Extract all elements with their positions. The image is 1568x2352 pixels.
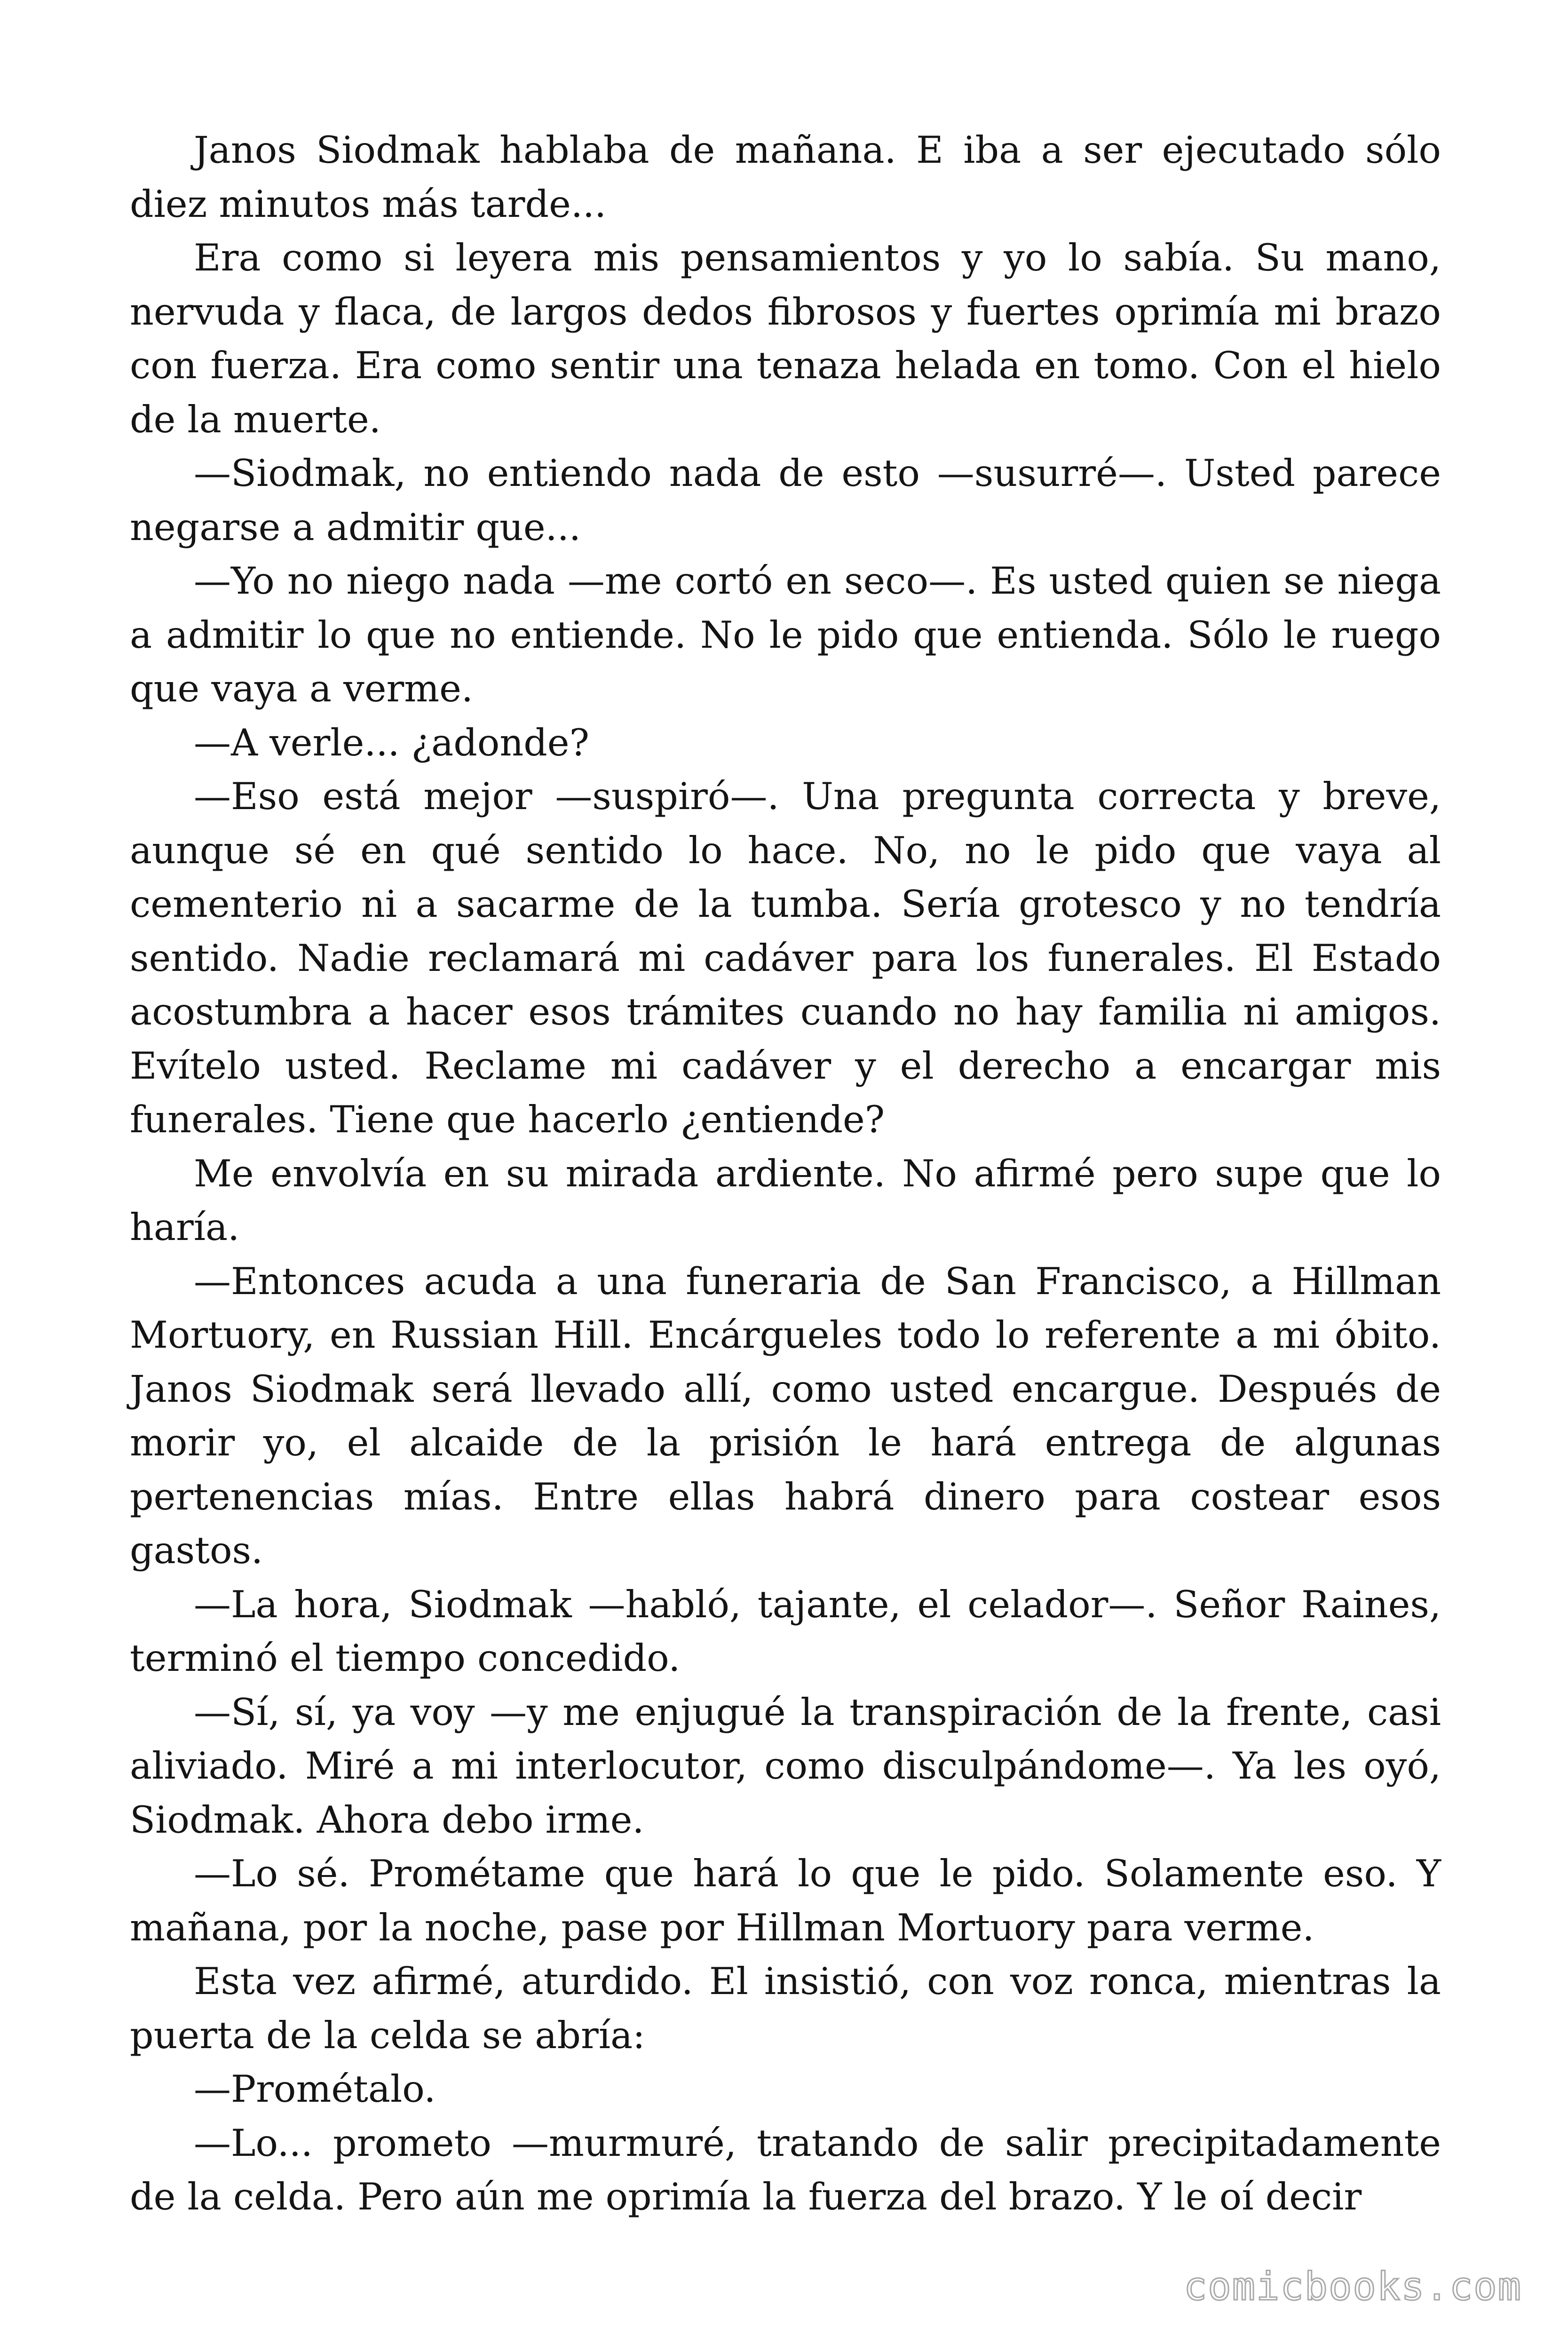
paragraph: —Eso está mejor —suspiró—. Una pregunta correcta y breve, aunque sé en qué sentido lo hace. No, no le pido que vaya al cementerio ni a sacarme de la tumba. Sería grotesco y no tendría sentido. Nadie reclamará mi cadáver para los funerales. El Estado acostumbra a hacer esos trámites cuando no hay familia ni amigos. Evítelo usted. Reclame mi cadáver y el derecho a encargar mis funerales. Tiene que hacerlo ¿entiende? [130,775,1441,1141]
paragraph: Era como si leyera mis pensamientos y yo lo sabía. Su mano, nervuda y flaca, de largos dedos fibrosos y fuertes oprimía mi brazo con fuerza. Era como sentir una tenaza helada en tomo. Con el hielo de la muerte. [130,236,1441,441]
paragraph: Me envolvía en su mirada ardiente. No afirmé pero supe que lo haría. [130,1152,1441,1249]
paragraph: —Lo... prometo —murmuré, tratando de salir precipitadamente de la celda. Pero aún me oprimía la fuerza del brazo. Y le oí decir [130,2121,1441,2218]
paragraph: —Lo sé. Prométame que hará lo que le pido. Solamente eso. Y mañana, por la noche, pase por Hillman Mortuory para verme. [130,1852,1441,1949]
paragraph: —Entonces acuda a una funeraria de San Francisco, a Hillman Mortuory, en Russian Hill. Encárgueles todo lo referente a mi óbito. Janos Siodmak será llevado allí, como usted encargue. Después de morir yo, el alcaide de la prisión le hará entrega de algunas pertenencias mías. Entre ellas habrá dinero para costear esos gastos. [130,1259,1441,1572]
paragraph: —La hora, Siodmak —habló, tajante, el celador—. Señor Raines, terminó el tiempo concedido. [130,1582,1441,1680]
paragraph: —Siodmak, no entiendo nada de esto —susurré—. Usted parece negarse a admitir que... [130,452,1441,549]
paragraph: —Yo no niego nada —me cortó en seco—. Es usted quien se niega a admitir lo que no entiende. No le pido que entienda. Sólo le ruego que vaya a verme. [130,559,1441,710]
paragraph: —Sí, sí, ya voy —y me enjugué la transpiración de la frente, casi aliviado. Miré a mi interlocutor, como disculpándome—. Ya les oyó, Siodmak. Ahora debo irme. [130,1690,1441,1842]
paragraph: Esta vez afirmé, aturdido. El insistió, con voz ronca, mientras la puerta de la celda se abría: [130,1960,1441,2057]
paragraph: —A verle... ¿adonde? [194,721,589,764]
paragraph: —Prométalo. [194,2067,436,2111]
body-text [130,123,1441,2224]
paragraph: Janos Siodmak hablaba de mañana. E iba a ser ejecutado sólo diez minutos más tarde... [130,128,1441,226]
watermark: comicbooks.com [1183,2265,1522,2309]
